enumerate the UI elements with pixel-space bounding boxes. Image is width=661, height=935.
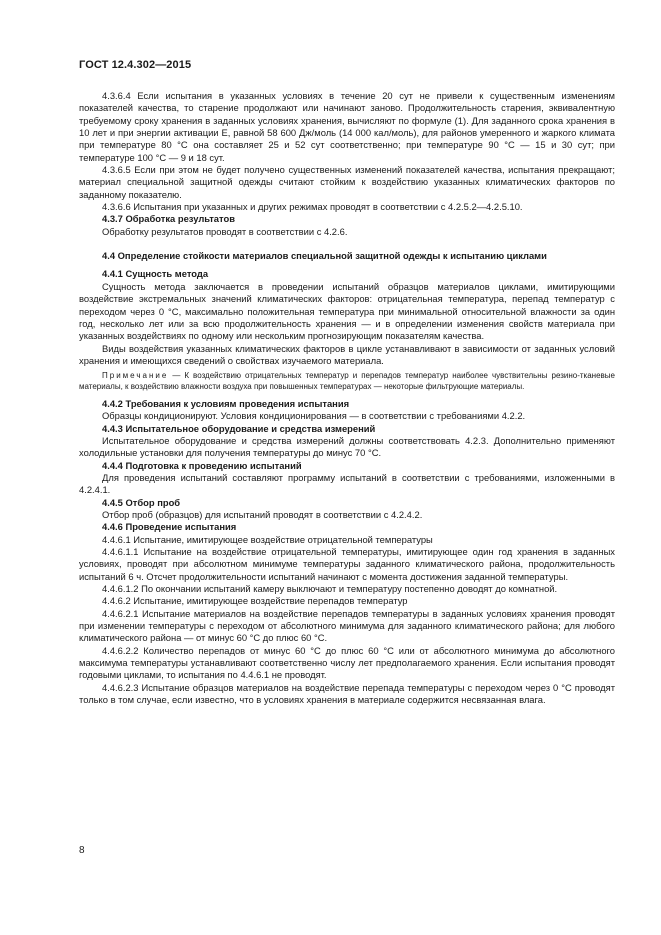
document-header: ГОСТ 12.4.302—2015 [79,59,192,71]
paragraph-4-4-6-2-3: 4.4.6.2.3 Испытание образцов материалов на воздействие перепада температуры с переходом через 0 °С проводят только в том случае, если известно, что в условиях хранения в материале содержится несвязанная влага. [79,681,615,706]
paragraph-4-4-4: Для проведения испытаний составляют программу испытаний в соответствии с требованиями, изложенными в 4.2.4.1. [79,471,615,496]
paragraph-4-3-6-5: 4.3.6.5 Если при этом не будет получено существенных изменений показателей качества, испытания прекращают; материал специальной защитной одежды считают стойким к воздействию указанных климатических факторов по заданному показателю. [79,164,615,200]
paragraph-4-4-6-2: 4.4.6.2 Испытание, имитирующее воздействие перепадов температур [102,595,408,607]
heading-4-4-4: 4.4.4 Подготовка к проведению испытаний [102,459,302,471]
heading-4-4-6: 4.4.6 Проведение испытания [102,521,237,533]
paragraph-4-4-2: Образцы кондиционируют. Условия кондиционирования — в соответствии с требованиями 4.2.2. [102,410,526,422]
paragraph-4-4-5: Отбор проб (образцов) для испытаний проводят в соответствии с 4.2.4.2. [102,508,423,520]
paragraph-4-4-6-1-2: 4.4.6.1.2 По окончании испытаний камеру выключают и температуру постепенно доводят до комнатной. [102,582,558,594]
note-label: Примечание [102,371,169,381]
paragraph-4-4-6-2-2: 4.4.6.2.2 Количество перепадов от минус 60 °С до плюс 60 °С или от абсолютного минимума до абсолютного максимума температуры устанавливают соответственно числу лет предполагаемого хранения. Если испытания проводят годовыми циклами, то испытания по 4.4.6.1 не проводят. [79,644,615,681]
heading-4-4-2: 4.4.2 Требования к условиям проведения испытания [102,397,350,409]
paragraph-4-3-7: Обработку результатов проводят в соответствии с 4.2.6. [102,225,348,237]
paragraph-4-4-6-1: 4.4.6.1 Испытание, имитирующее воздействие отрицательной температуры [102,533,433,545]
paragraph-4-4-1-b: Виды воздействия указанных климатических факторов в цикле устанавливают в зависимости от заданных условий хранения и имеющихся сведений о свойствах изучаемого материала. [79,342,615,366]
heading-4-4-1: 4.4.1 Сущность метода [102,268,209,280]
note [79,371,615,393]
page-number: 8 [79,845,85,856]
heading-4-4: 4.4 Определение стойкости материалов специальной защитной одежды к испытанию циклами [102,250,547,262]
heading-4-4-5: 4.4.5 Отбор проб [102,496,181,508]
paragraph-4-4-1-a: Сущность метода заключается в проведении испытаний образцов материалов циклами, имитирующими воздействие экстремальных значений климатических факторов: отрицательная температура, перепад температур с переходом через 0 °С, максимально положительная температура при минимальной относительной влажности за один год, несколько лет или за всю продолжительность хранения — и в определении изменения свойств материала при указанных воздействиях по одному или нескольким прогнозирующим показателям качества. [79,280,615,342]
document-body [79,90,615,706]
paragraph-4-3-6-6: 4.3.6.6 Испытания при указанных и других режимах проводят в соответствии с 4.2.5.2—4.2.5.10. [102,201,523,213]
heading-4-4-3: 4.4.3 Испытательное оборудование и средства измерений [102,422,376,434]
paragraph-4-4-3: Испытательное оборудование и средства измерений должны соответствовать 4.2.3. Дополнительно применяют холодильные установки для получения температуры до минус 70 °С. [79,434,615,459]
paragraph-4-4-6-2-1: 4.4.6.2.1 Испытание материалов на воздействие перепадов температуры в заданных условиях хранения проводят при изменении температуры с переходом от абсолютного минимума для заданного климатического района; для любого климатического района — от минус 60 °С до плюс 60 °С. [79,607,615,644]
note-text: — К воздействию отрицательных температур и перепадов температур наиболее чувствительны резино-тканевые материалы, к воздействию влажности воздуха при повышенных температурах — некоторые фильтрующие материалы. [79,371,615,392]
paragraph-4-4-6-1-1: 4.4.6.1.1 Испытание на воздействие отрицательной температуры, имитирующее один год хранения в заданных условиях, проводят при абсолютном минимуме температуры заданного климатического района, продолжительность испытаний 6 ч. Отсчет продолжительности испытаний начинают с момента достижения заданной температуры. [79,545,615,582]
heading-4-3-7: 4.3.7 Обработка результатов [102,213,235,225]
paragraph-4-3-6-4: 4.3.6.4 Если испытания в указанных условиях в течение 20 сут не привели к существенным изменениям показателей качества, то старение продолжают или начинают заново. Продолжительность старения, эквивалентную требуемому сроку хранения в заданных условиях хранения, вычисляют по формуле (1). Для заданного срока хранения в 10 лет и при энергии активации E, равной 58 600 Дж/моль (14 000 кал/моль), для районов умеренного и жаркого климата при температуре 80 °С она составляет 25 и 52 сут соответственно; при температуре 90 °С — 15 и 30 сут; при температуре 100 °С — 9 и 18 сут. [79,90,615,163]
